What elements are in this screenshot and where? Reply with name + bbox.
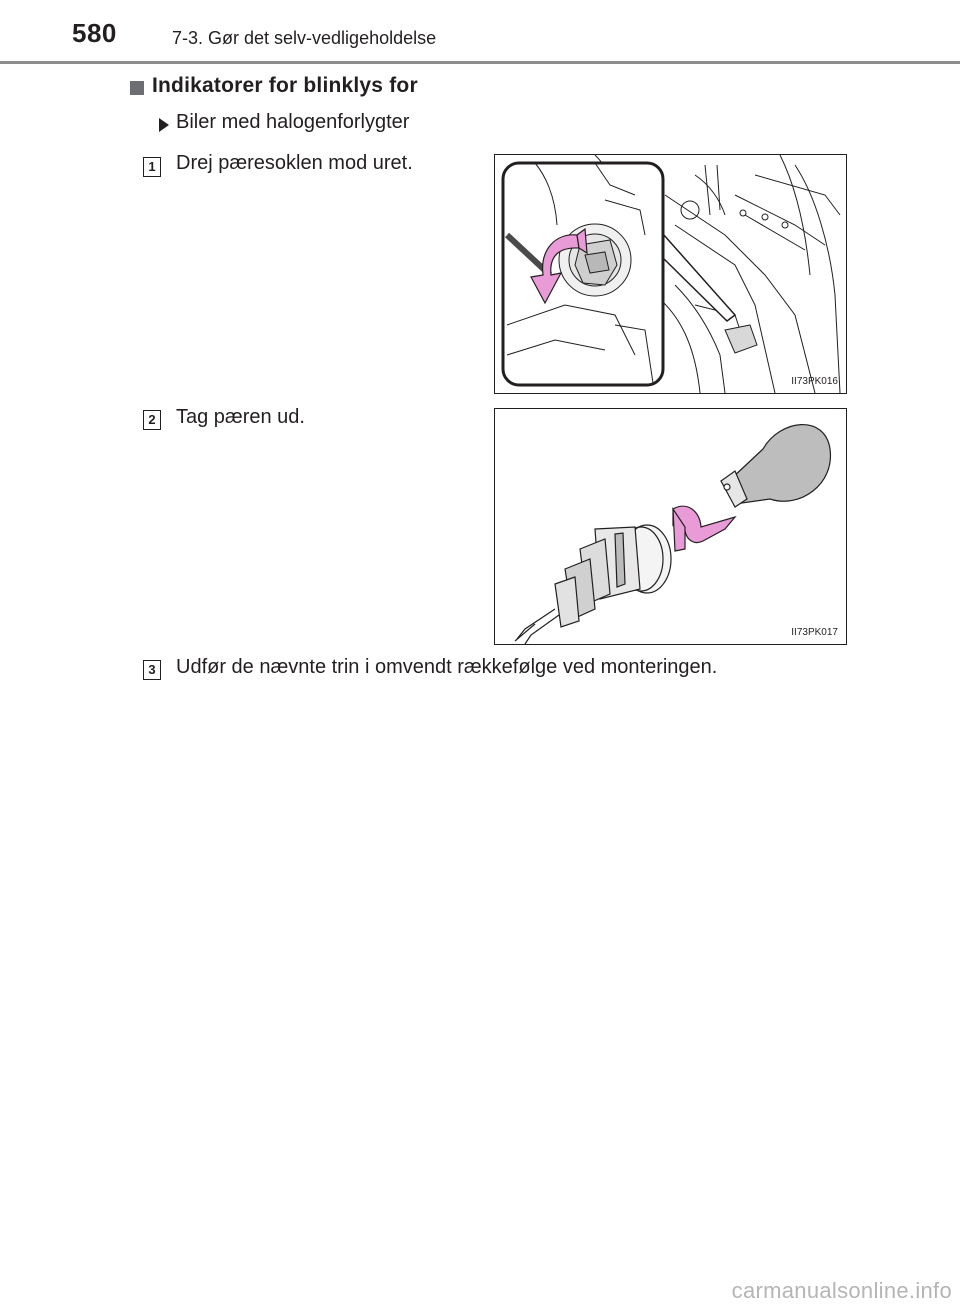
variant-label: Biler med halogenforlygter xyxy=(176,111,410,133)
subheading: Indikatorer for blinklys for xyxy=(152,74,418,97)
figure-bulb-socket-rotate xyxy=(494,154,847,394)
step-2-text: Tag pæren ud. xyxy=(176,406,305,428)
header-rule xyxy=(0,61,960,64)
figure-1-code: II73PK016 xyxy=(791,376,838,387)
engine-bay-illustration xyxy=(495,155,846,393)
figure-bulb-removal xyxy=(494,408,847,645)
step-2-number: 2 xyxy=(143,410,161,430)
step-3-text: Udfør de nævnte trin i omvendt rækkefølge ved monteringen. xyxy=(176,656,718,678)
step-1-text: Drej pæresoklen mod uret. xyxy=(176,152,413,174)
square-bullet-icon xyxy=(130,81,144,95)
watermark: carmanualsonline.info xyxy=(731,1278,952,1303)
step-3-number: 3 xyxy=(143,660,161,680)
figure-2-code: II73PK017 xyxy=(791,627,838,638)
page-number: 580 xyxy=(72,18,117,48)
step-1-number: 1 xyxy=(143,157,161,177)
section-title: 7-3. Gør det selv-vedligeholdelse xyxy=(172,28,437,48)
bulb-removal-illustration xyxy=(495,409,846,644)
triangle-bullet-icon xyxy=(159,118,169,132)
